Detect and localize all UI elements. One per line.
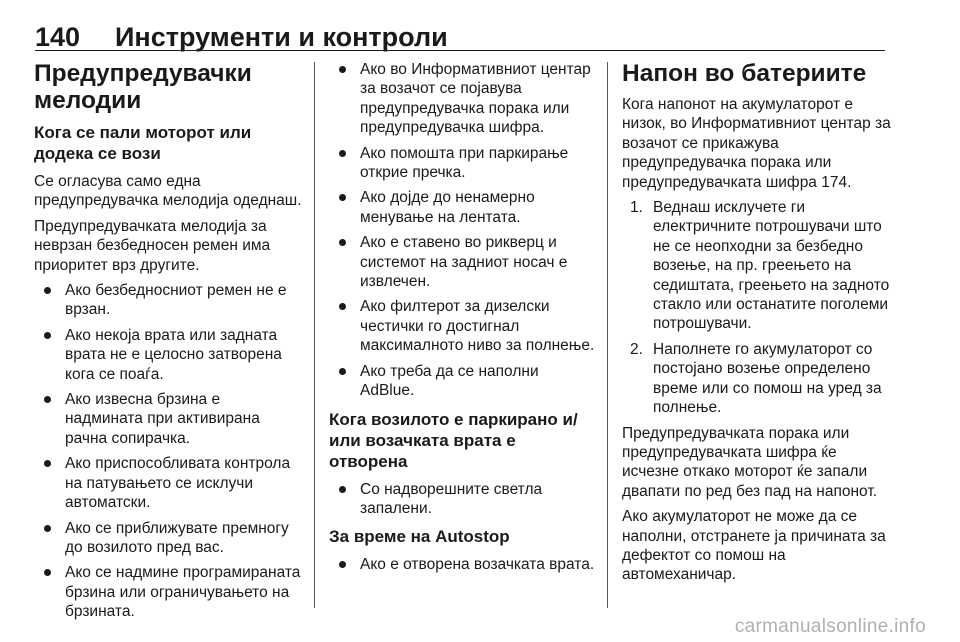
subsection-title-engine-start: Кога се пали моторот или додека се вози <box>34 123 252 163</box>
bullet-icon <box>339 303 346 310</box>
bullet-icon <box>339 194 346 201</box>
step-number: 2. <box>630 340 643 358</box>
paragraph: Ако акумулаторот не може да се наполни, отстранете ја причината за дефектот со помош на автомеханичар. <box>622 508 886 584</box>
bullet-icon <box>44 460 51 467</box>
bullet-list <box>329 60 597 401</box>
list-item: Ако е ставено во рикверц и системот на задниот носач е извлечен. <box>329 233 597 291</box>
list-item: Ако филтерот за дизелски честички го достигнал максималното ниво за полнење. <box>329 297 597 355</box>
list-item: Ако се надмине програмираната брзина или ограничувањето на брзината. <box>34 563 302 621</box>
bullet-icon <box>339 368 346 375</box>
bullet-icon <box>339 561 346 568</box>
list-item: Ако треба да се наполни AdBlue. <box>329 362 597 401</box>
bullet-icon <box>44 332 51 339</box>
bullet-icon <box>339 150 346 157</box>
bullet-icon <box>339 239 346 246</box>
subsection-title-autostop: За време на Autostop <box>329 527 510 547</box>
numbered-list <box>622 198 892 417</box>
bullet-list <box>34 281 302 622</box>
bullet-icon <box>339 486 346 493</box>
paragraph: Кога напонот на акумулаторот е низок, во Информативниот центар за возачот се прикажува предупредувачка порака или предупредувачката шифра 174. <box>622 96 891 191</box>
list-item: Ако во Информативниот центар за возачот се појавува предупредувачка порака или предупредувачка шифра. <box>329 60 597 138</box>
list-item: Ако некоја врата или задната врата не е целосно затворена кога се поаѓа. <box>34 326 302 384</box>
list-item: Ако помошта при паркирање открие пречка. <box>329 144 597 183</box>
bullet-icon <box>44 396 51 403</box>
list-item: Ако извесна брзина е надмината при активирана рачна сопирачка. <box>34 390 302 448</box>
list-item: 2. Наполнете го акумулаторот со постојано возење определено време или со помош на уред за полнење. <box>630 340 882 417</box>
bullet-list <box>329 480 597 519</box>
list-item: Ако е отворена возачката врата. <box>329 555 597 574</box>
chapter-title: Инструменти и контроли <box>115 22 448 52</box>
paragraph: Предупредувачката мелодија за неврзан безбедносен ремен има приоритет врз другите. <box>34 217 271 274</box>
bullet-icon <box>44 525 51 532</box>
watermark: carmanualsonline.info <box>734 616 926 637</box>
bullet-icon <box>44 569 51 576</box>
list-item: Ако се приближувате премногу до возилото пред вас. <box>34 519 302 558</box>
column-divider-2 <box>607 62 608 608</box>
column-3 <box>622 60 892 591</box>
list-item: Ако безбедносниот ремен не е врзан. <box>34 281 302 320</box>
bullet-icon <box>339 66 346 73</box>
column-1 <box>34 60 302 628</box>
section-title-battery-voltage: Напон во батериите <box>622 60 867 87</box>
page-header <box>35 22 885 58</box>
page-number: 140 <box>35 22 81 52</box>
column-2 <box>329 60 597 581</box>
list-item: 1. Веднаш исклучете ги електричните потрошувачи што не се неопходни за безбедно возење, на пр. греењето на седиштата, греењето на задното стакло или останатите поголеми потрошувачи. <box>630 199 890 333</box>
bullet-icon <box>44 287 51 294</box>
list-item: Ако дојде до ненамерно менување на лентата. <box>329 188 597 227</box>
list-item: Со надворешните светла запалени. <box>329 480 597 519</box>
list-item: Ако приспособливата контрола на патувањето се исклучи автоматски. <box>34 454 302 512</box>
bullet-list <box>329 555 597 574</box>
column-divider-1 <box>314 62 315 608</box>
header-rule <box>35 50 885 51</box>
section-title-warning-chimes: Предупредувачки мелодии <box>34 60 252 114</box>
paragraph: Предупредувачката порака или предупредувачката шифра ќе исчезне откако моторот ќе запали двапати по ред без пад на напонот. <box>622 424 878 500</box>
step-number: 1. <box>630 199 643 217</box>
paragraph: Се огласува само една предупредувачка мелодија одеднаш. <box>34 173 302 210</box>
subsection-title-parked: Кога возилото е паркирано и/ или возачката врата е отворена <box>329 409 578 471</box>
